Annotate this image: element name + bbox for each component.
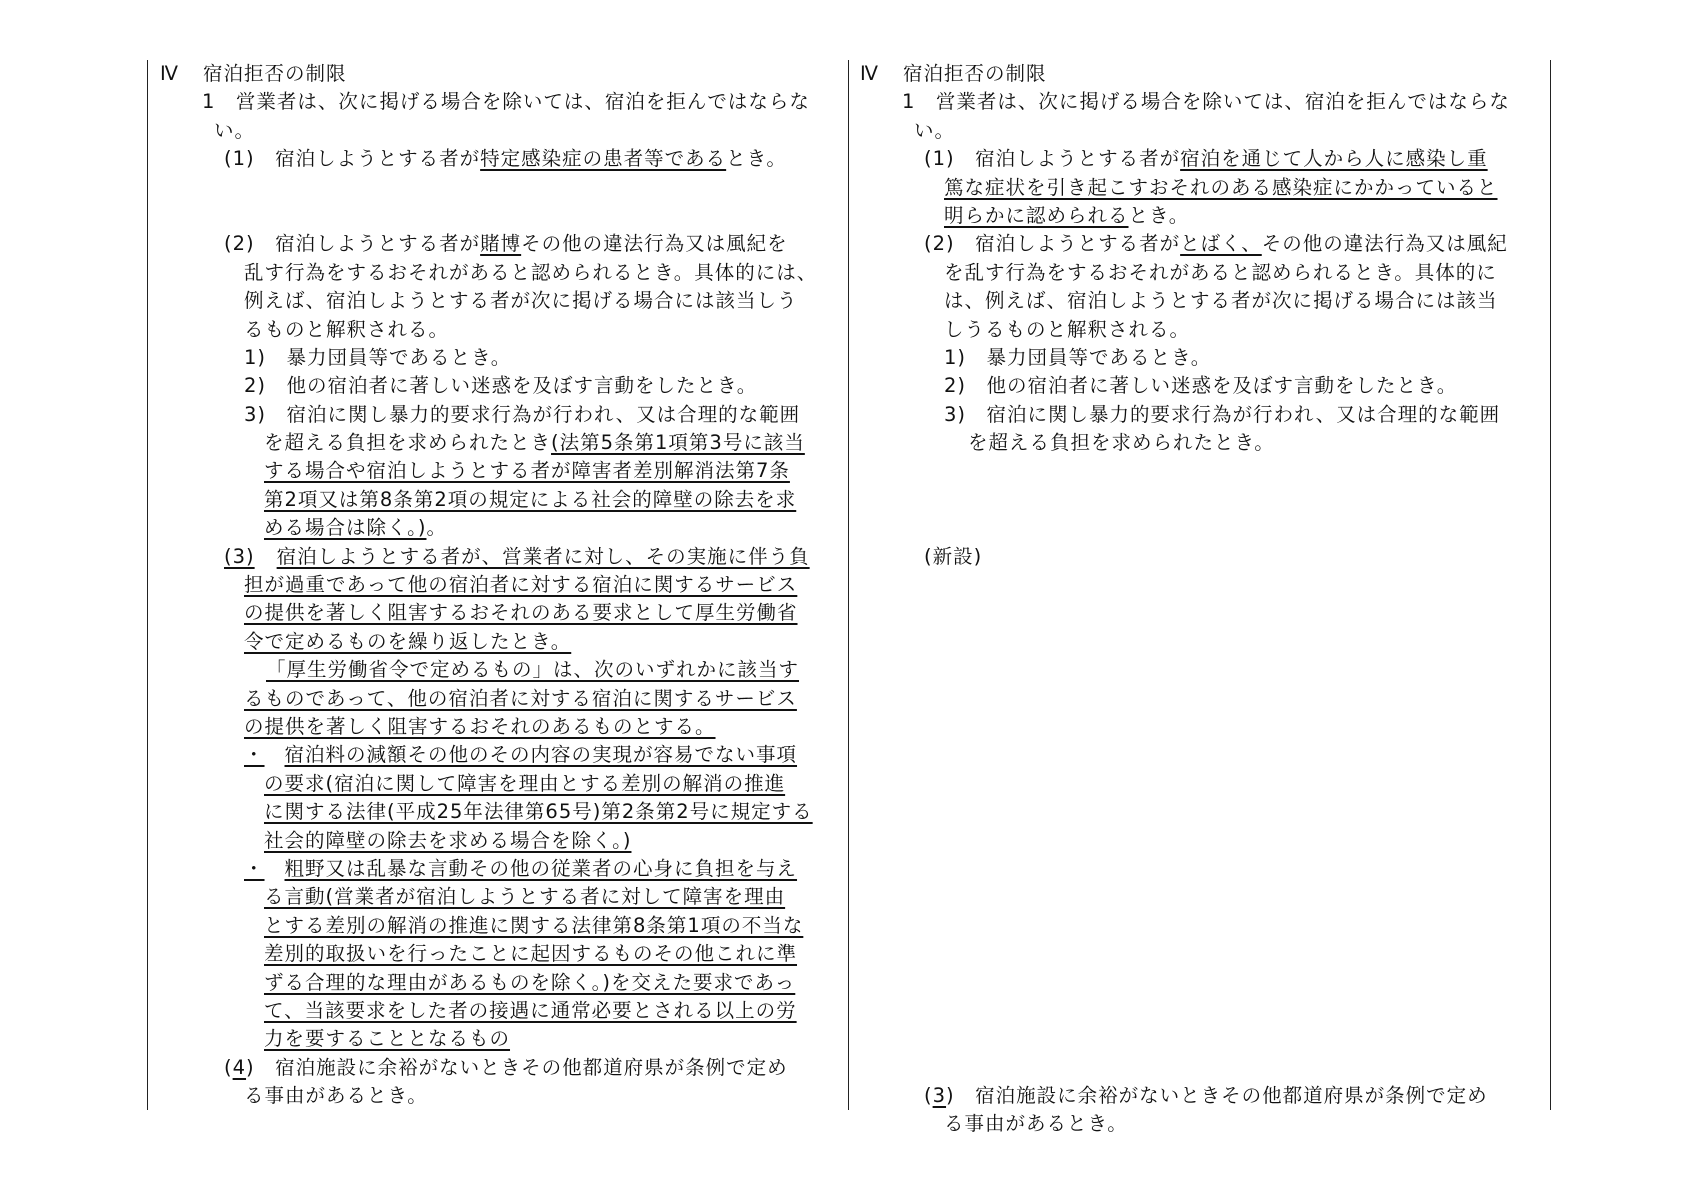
section-heading: Ⅳ 宿泊拒否の制限	[860, 62, 1047, 85]
sub-item-2: 2) 他の宿泊者に著しい迷惑を及ぼす言動をしたとき。	[244, 374, 758, 398]
sub-item-3: 3) 宿泊に関し暴力的要求行為が行われ、又は合理的な範囲	[244, 402, 801, 426]
sub-item-3: 3) 宿泊に関し暴力的要求行為が行われ、又は合理的な範囲	[944, 402, 1501, 426]
paragraph-2: (2) 宿泊しようとする者が賭博その他の違法行為又は風紀を	[224, 232, 788, 256]
sub-item-1: 1) 暴力団員等であるとき。	[244, 345, 512, 369]
table-border-left	[147, 60, 148, 1110]
amended-text: 特定感染症の患者等である	[480, 147, 727, 171]
column-revised: Ⅳ 宿泊拒否の制限 1 営業者は、次に掲げる場合を除いては、宿泊を拒んではならな い。 (1) 宿泊しようとする者が特定感染症の患者等であるとき。 (2) 宿泊しようとする者が賭博その他の違法行為又は風紀を 乱す行為をするおそれがあると認められるとき。具体的には、 例えば、宿泊しようとする者が次に掲げる場合には該当しう るものと解釈される。 1) 暴力団員等であるとき。 2) 他の宿泊者に著しい迷惑を及ぼす言動をしたとき。 3) 宿泊に関し暴力的要求行為が行われ、又は合理的な範囲 を超える負担を求められたとき(法第5条第1項第3号に該当 する場合や宿泊しようとする者が障害者差別解消法第7条 第2項又は第8条第2項の規定による社会的障壁の除去を求 める場合は除く。)。 (3) 宿泊しようとする者が、営業者に対し、その実施に伴う負 担が過重であって他の宿泊者に対する宿泊に関するサービス の提供を著しく阻害するおそれのある要求として厚生労働省 令で定めるものを繰り返したとき。 「厚生労働省令で定めるもの」は、次のいずれかに該当す るものであって、他の宿泊者に対する宿泊に関するサービス の提供を著しく阻害するおそれのあるものとする。 ・ 宿泊料の減額その他のその内容の実現が容易でない事項 の要求(宿泊に関して障害を理由とする差別の解消の推進 に関する法律(平成25年法律第65号)第2条第2号に規定する 社会的障壁の除去を求める場合を除く。) ・ 粗野又は乱暴な言動その他の従業者の心身に負担を与え る言動(営業者が宿泊しようとする者に対して障害を理由 とする差別の解消の推進に関する法律第8条第1項の不当な 差別的取扱いを行ったことに起因するものその他これに準 ずる合理的な理由があるものを除く。)を交えた要求であっ て、当該要求をした者の接遇に通常必要とされる以上の労 力を要することとなるもの (4) 宿泊施設に余裕がないときその他都道府県が条例で定め る事由があるとき。	[160, 60, 840, 1110]
paragraph-3-new: (3) 宿泊しようとする者が、営業者に対し、その実施に伴う負	[224, 544, 810, 568]
amended-text: 賭博	[480, 232, 522, 256]
paragraph-1: (1) 宿泊しようとする者が宿泊を通じて人から人に感染し重	[924, 147, 1488, 171]
paragraph-4: (4) 宿泊施設に余裕がないときその他都道府県が条例で定め	[224, 1055, 788, 1079]
paragraph-3: (3) 宿泊施設に余裕がないときその他都道府県が条例で定め	[924, 1084, 1488, 1108]
item-1-cont: い。	[214, 118, 256, 142]
column-current: Ⅳ 宿泊拒否の制限 1 営業者は、次に掲げる場合を除いては、宿泊を拒んではならな い。 (1) 宿泊しようとする者が宿泊を通じて人から人に感染し重 篤な症状を引き起こすおそれのある感染症にかかっていると 明らかに認められるとき。 (2) 宿泊しようとする者がとばく、その他の違法行為又は風紀 を乱す行為をするおそれがあると認められるとき。具体的に は、例えば、宿泊しようとする者が次に掲げる場合には該当 しうるものと解釈される。 1) 暴力団員等であるとき。 2) 他の宿泊者に著しい迷惑を及ぼす言動をしたとき。 3) 宿泊に関し暴力的要求行為が行われ、又は合理的な範囲 を超える負担を求められたとき。 (新設) (3) 宿泊施設に余裕がないときその他都道府県が条例で定め る事由があるとき。	[860, 60, 1544, 1139]
item-1: 1 営業者は、次に掲げる場合を除いては、宿泊を拒んではならな	[202, 90, 810, 114]
paragraph-2: (2) 宿泊しようとする者がとばく、その他の違法行為又は風紀	[924, 232, 1508, 256]
bullet-2: ・ 粗野又は乱暴な言動その他の従業者の心身に負担を与え	[244, 856, 798, 880]
new-provision-label: (新設)	[924, 544, 983, 568]
item-1: 1 営業者は、次に掲げる場合を除いては、宿泊を拒んではならな	[902, 90, 1510, 114]
bullet-mark: ・	[244, 856, 265, 880]
paragraph-1: (1) 宿泊しようとする者が特定感染症の患者等であるとき。	[224, 147, 787, 171]
table-divider	[848, 60, 849, 1110]
sub-item-1: 1) 暴力団員等であるとき。	[944, 345, 1212, 369]
section-heading: Ⅳ 宿泊拒否の制限	[160, 62, 347, 85]
sub-item-2: 2) 他の宿泊者に著しい迷惑を及ぼす言動をしたとき。	[944, 374, 1458, 398]
bullet-1: ・ 宿泊料の減額その他のその内容の実現が容易でない事項	[244, 743, 798, 767]
bullet-mark: ・	[244, 743, 265, 767]
table-border-right	[1550, 60, 1551, 1110]
